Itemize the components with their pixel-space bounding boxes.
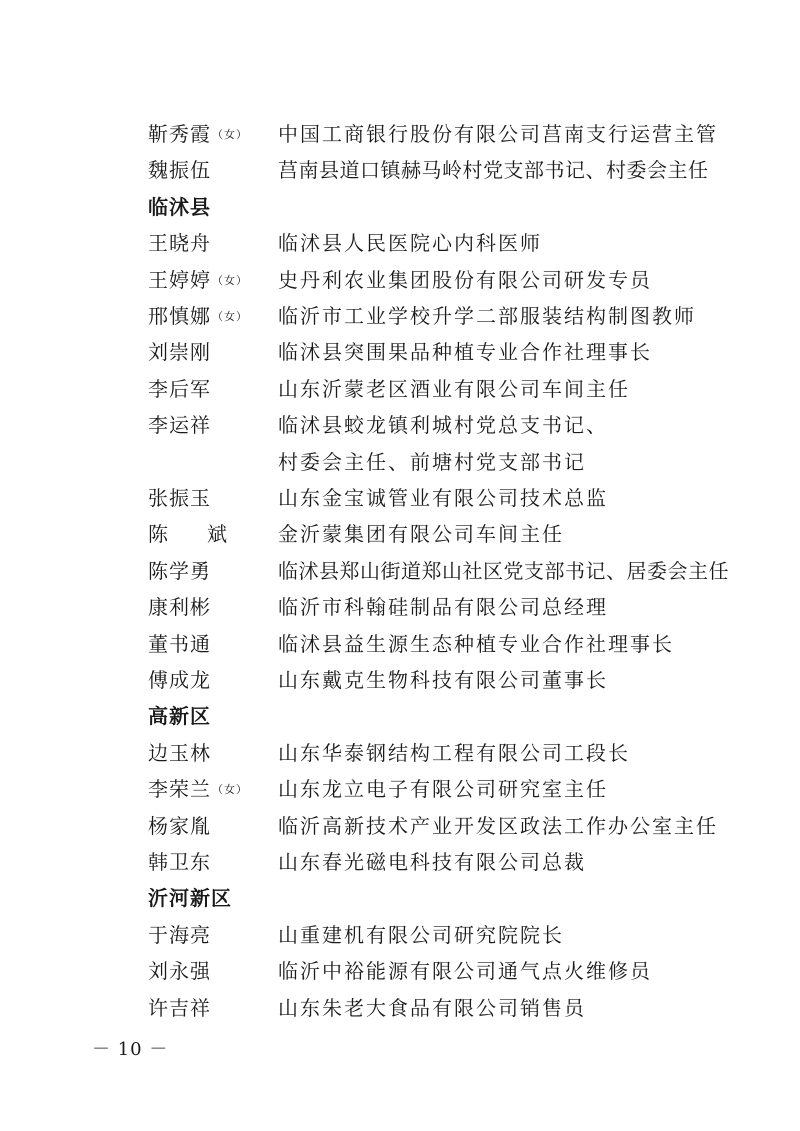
- person-name-text: 康利彬: [148, 595, 211, 619]
- person-name: [148, 662, 211, 698]
- person-name: [148, 771, 248, 809]
- organization-title: 临沭县突围果品种植专业合作社理事长: [278, 340, 652, 364]
- organization-title: 山东朱老大食品有限公司销售员: [278, 996, 586, 1020]
- page-number: － 10 －: [92, 1039, 169, 1060]
- organization-title: 临沂市工业学校升学二部服装结构制图教师: [278, 304, 696, 328]
- list-item: [0, 662, 800, 698]
- female-marker: （女）: [212, 309, 248, 323]
- list-item: [0, 735, 800, 771]
- person-name: [148, 334, 211, 370]
- person-name-text: 李后军: [148, 377, 211, 401]
- organization-title: 史丹利农业集团股份有限公司研发专员: [278, 268, 652, 292]
- list-item: [0, 844, 800, 880]
- list-item: [0, 917, 800, 953]
- list-item: [0, 808, 800, 844]
- person-name-text: 靳秀霞: [148, 122, 211, 146]
- list-item: [0, 771, 800, 807]
- list-item: [0, 589, 800, 625]
- person-name: [148, 225, 211, 261]
- person-name-part: 斌: [207, 522, 228, 546]
- person-name-text: 傅成龙: [148, 668, 211, 692]
- organization-title: 莒南县道口镇赫马岭村党支部书记、村委会主任: [278, 158, 709, 182]
- person-name: [148, 371, 211, 407]
- person-name-text: 李荣兰: [148, 777, 211, 801]
- organization-title: 山东华泰钢结构工程有限公司工段长: [278, 741, 630, 765]
- person-name: [148, 480, 211, 516]
- female-marker: （女）: [212, 127, 248, 141]
- person-name: [148, 262, 248, 300]
- person-name: [148, 589, 211, 625]
- section-heading: 沂河新区: [148, 886, 232, 910]
- organization-title: 临沂高新技术产业开发区政法工作办公室主任: [278, 814, 718, 838]
- list-item: [0, 225, 800, 261]
- list-item: [0, 371, 800, 407]
- person-name-text: 董书通: [148, 632, 211, 656]
- person-name: [148, 917, 211, 953]
- person-name-text: 边玉林: [148, 741, 211, 765]
- organization-title: 临沭县人民医院心内科医师: [278, 231, 542, 255]
- list-item: [0, 990, 800, 1026]
- organization-title: 山东金宝诚管业有限公司技术总监: [278, 486, 608, 510]
- person-name-text: 于海亮: [148, 923, 211, 947]
- organization-title: 山重建机有限公司研究院院长: [278, 923, 564, 947]
- person-name-text: 韩卫东: [148, 850, 211, 874]
- person-name: [148, 116, 248, 154]
- list-item: [0, 953, 800, 989]
- list-item-continuation: [0, 444, 800, 480]
- person-name: [148, 516, 228, 552]
- person-name: [148, 735, 211, 771]
- section-heading: 高新区: [148, 704, 211, 728]
- person-name-text: 刘崇刚: [148, 340, 211, 364]
- person-name-text: 杨家胤: [148, 814, 211, 838]
- organization-title: 金沂蒙集团有限公司车间主任: [278, 522, 564, 546]
- person-name-text: 李运祥: [148, 413, 211, 437]
- female-marker: （女）: [212, 273, 248, 287]
- list-item: [0, 116, 800, 152]
- list-item: [0, 407, 800, 443]
- person-name-text: 张振玉: [148, 486, 211, 510]
- list-item: [0, 262, 800, 298]
- person-name-text: 王婷婷: [148, 268, 211, 292]
- list-item: [0, 480, 800, 516]
- organization-title: 山东龙立电子有限公司研究室主任: [278, 777, 608, 801]
- person-name: [148, 953, 211, 989]
- person-name: [148, 808, 211, 844]
- organization-title: 村委会主任、前塘村党支部书记: [278, 450, 586, 474]
- organization-title: 山东沂蒙老区酒业有限公司车间主任: [278, 377, 630, 401]
- organization-title: 中国工商银行股份有限公司莒南支行运营主管: [278, 122, 718, 146]
- organization-title: 山东春光磁电科技有限公司总裁: [278, 850, 586, 874]
- organization-title: 临沂中裕能源有限公司通气点火维修员: [278, 959, 652, 983]
- list-item: [0, 334, 800, 370]
- person-name-part: 陈: [148, 522, 169, 546]
- person-name: [148, 298, 248, 336]
- organization-title: 临沂市科翰硅制品有限公司总经理: [278, 595, 608, 619]
- organization-title: 临沭县益生源生态种植专业合作社理事长: [278, 632, 674, 656]
- organization-title: 临沭县蛟龙镇利城村党总支书记、: [278, 413, 608, 437]
- section-heading: 临沭县: [148, 195, 211, 219]
- person-name-text: 魏振伍: [148, 158, 211, 182]
- female-marker: （女）: [212, 782, 248, 796]
- person-name: [148, 626, 211, 662]
- person-name: [148, 407, 211, 443]
- person-name: [148, 990, 211, 1026]
- person-name-text: 刘永强: [148, 959, 211, 983]
- list-item: [0, 516, 800, 552]
- person-name-text: 邢慎娜: [148, 304, 211, 328]
- person-name: [148, 152, 211, 188]
- person-name-text: 陈学勇: [148, 559, 211, 583]
- list-item: [0, 298, 800, 334]
- organization-title: 临沭县郑山街道郑山社区党支部书记、居委会主任: [278, 559, 729, 583]
- organization-title: 山东戴克生物科技有限公司董事长: [278, 668, 608, 692]
- list-item: [0, 152, 800, 188]
- list-item: [0, 626, 800, 662]
- person-name: [148, 553, 211, 589]
- person-name: [148, 844, 211, 880]
- list-item: [0, 553, 800, 589]
- person-name-text: 王晓舟: [148, 231, 211, 255]
- person-name-text: 许吉祥: [148, 996, 211, 1020]
